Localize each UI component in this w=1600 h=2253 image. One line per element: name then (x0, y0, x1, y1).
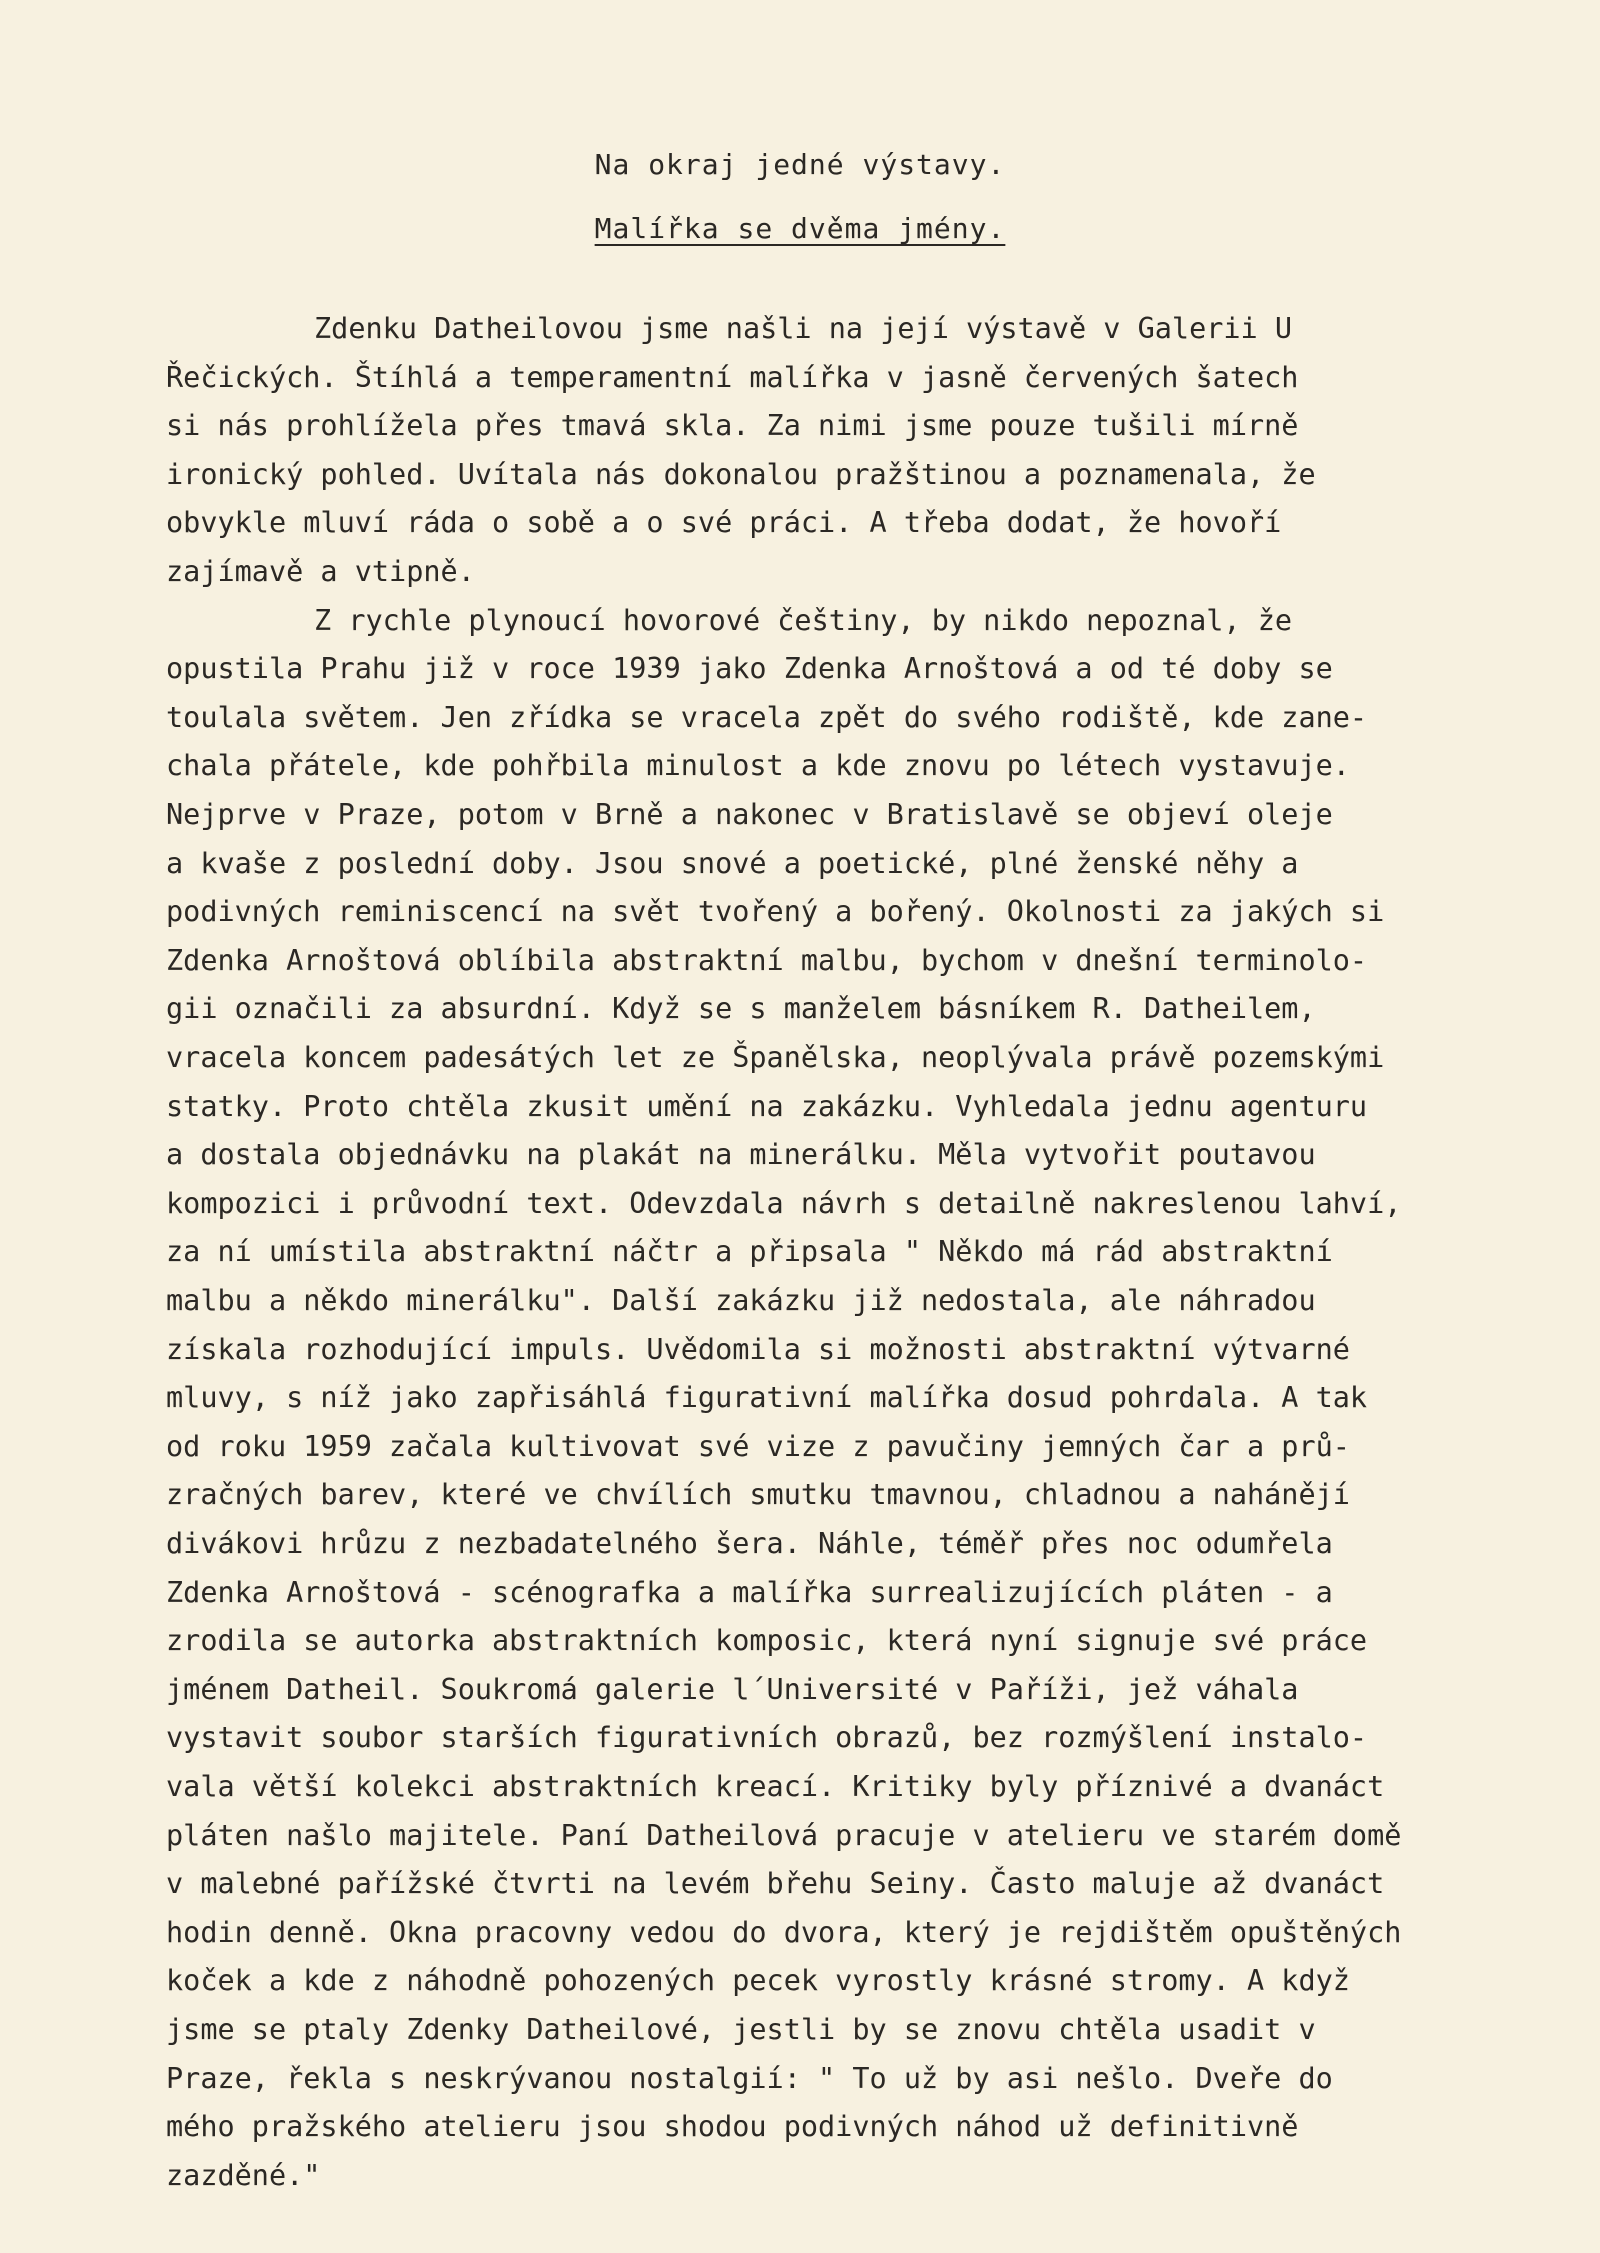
text-line: si nás prohlížela přes tmavá skla. Za nimi jsme pouze tušili mírně (166, 409, 1299, 443)
text-line: zrodila se autorka abstraktních komposic, která nyní signuje své práce (166, 1624, 1368, 1658)
text-line: statky. Proto chtěla zkusit umění na zakázku. Vyhledala jednu agenturu (166, 1089, 1368, 1123)
text-line: Z rychle plynoucí hovorové češtiny, by nikdo nepoznal, že (314, 603, 1293, 637)
text-line: gii označili za absurdní. Když se s manželem básníkem R. Datheilem, (166, 992, 1316, 1026)
text-line: Řečických. Štíhlá a temperamentní malířka v jasně červených šatech (166, 360, 1299, 394)
text-line: a dostala objednávku na plakát na minerálku. Měla vytvořit poutavou (166, 1138, 1316, 1172)
text-line: hodin denně. Okna pracovny vedou do dvora, který je rejdištěm opuštěných (166, 1915, 1402, 1949)
text-line: divákovi hrůzu z nezbadatelného šera. Náhle, téměř přes noc odumřela (166, 1527, 1333, 1560)
text-line: vala větší kolekci abstraktních kreací. Kritiky byly příznivé a dvanáct (166, 1770, 1385, 1803)
text-line: kompozici i průvodní text. Odevzdala návrh s detailně nakreslenou lahví, (166, 1186, 1402, 1220)
text-line: koček a kde z náhodně pohozených pecek vyrostly krásné stromy. A když (166, 1964, 1350, 1998)
text-line: mluvy, s níž jako zapřisáhlá figurativní malířka dosud pohrdala. A tak (166, 1381, 1368, 1415)
text-line: ironický pohled. Uvítala nás dokonalou pražštinou a poznamenala, že (166, 457, 1316, 491)
text-line: získala rozhodující impuls. Uvědomila si možnosti abstraktní výtvarné (166, 1332, 1350, 1366)
text-line: a kvaše z poslední doby. Jsou snové a poetické, plné ženské něhy a (166, 846, 1299, 880)
text-line: od roku 1959 začala kultivovat své vize z pavučiny jemných čar a prů- (166, 1429, 1350, 1463)
text-line: jménem Datheil. Soukromá galerie l´Université v Paříži, jež váhala (166, 1672, 1299, 1706)
text-line: zračných barev, které ve chvílích smutku tmavnou, chladnou a nahánějí (166, 1478, 1350, 1512)
text-line: obvykle mluví ráda o sobě a o své práci. A třeba dodat, že hovoří (166, 506, 1282, 540)
text-line: za ní umístila abstraktní náčtr a připsala " Někdo má rád abstraktní (166, 1235, 1333, 1269)
text-line: Zdenka Arnoštová oblíbila abstraktní malbu, bychom v dnešní terminolo- (166, 943, 1368, 977)
text-line: Zdenka Arnoštová - scénografka a malířka surrealizujících pláten - a (166, 1575, 1333, 1609)
text-line: v malebné pařížské čtvrti na levém břehu Seiny. Často maluje až dvanáct (166, 1867, 1385, 1901)
document-subtitle (0, 212, 1600, 245)
text-line: zajímavě a vtipně. (166, 555, 475, 588)
text-line: vystavit soubor starších figurativních obrazů, bez rozmýšlení instalo- (166, 1721, 1368, 1755)
document-title: Na okraj jedné výstavy. (594, 148, 1006, 181)
text-line: chala přátele, kde pohřbila minulost a kde znovu po létech vystavuje. (166, 749, 1350, 783)
text-line: opustila Prahu již v roce 1939 jako Zdenka Arnoštová a od té doby se (166, 652, 1333, 686)
text-line: zazděné." (166, 2158, 321, 2192)
text-line: malbu a někdo minerálku". Další zakázku již nedostala, ale náhradou (166, 1284, 1316, 1317)
text-line: Zdenku Datheilovou jsme našli na její výstavě v Galerii U (314, 312, 1293, 345)
text-line: pláten našlo majitele. Paní Datheilová pracuje v atelieru ve starém domě (166, 1818, 1402, 1852)
text-line: podivných reminiscencí na svět tvořený a bořený. Okolnosti za jakých si (166, 895, 1385, 929)
text-line: jsme se ptaly Zdenky Datheilové, jestli by se znovu chtěla usadit v (166, 2013, 1316, 2046)
text-line: vracela koncem padesátých let ze Španělska, neoplývala právě pozemskými (166, 1041, 1385, 1074)
text-line: mého pražského atelieru jsou shodou podivných náhod už definitivně (166, 2110, 1299, 2144)
text-line: Nejprve v Praze, potom v Brně a nakonec v Bratislavě se objeví oleje (166, 798, 1333, 831)
text-line: Praze, řekla s neskrývanou nostalgií: " To už by asi nešlo. Dveře do (166, 2061, 1333, 2095)
document-subtitle-text: Malířka se dvěma jmény. (594, 212, 1006, 245)
text-line: toulala světem. Jen zřídka se vracela zpět do svého rodiště, kde zane- (166, 700, 1368, 734)
